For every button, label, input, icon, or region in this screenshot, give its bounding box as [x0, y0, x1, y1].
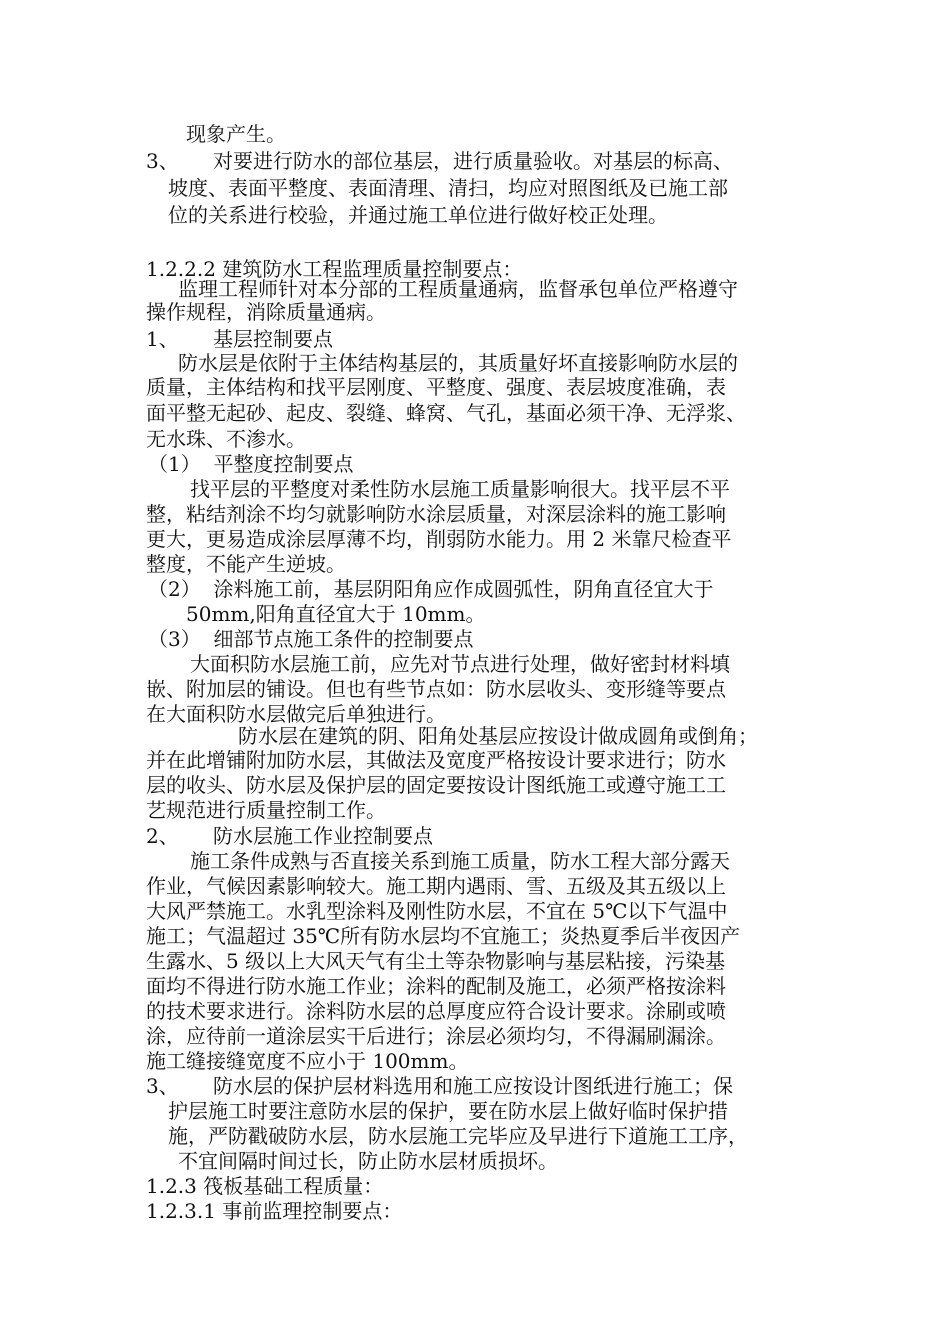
- para-2-line-5: 生露水、5 级以上大风天气有尘土等杂物影响与基层粘接，污染基: [146, 949, 726, 973]
- para-1-line-4: 无水珠、不渗水。: [146, 427, 306, 451]
- heading-2-title: 防水层施工作业控制要点: [213, 824, 433, 848]
- sub-2-line-2: 50mm,阳角直径宜大于 10mm。: [186, 602, 486, 626]
- section-heading-123: 1.2.3 筏板基础工程质量：: [146, 1174, 384, 1198]
- sub-1-line-2: 整，粘结剂涂不均匀就影响防水涂层质量，对深层涂料的施工影响: [146, 502, 726, 526]
- sub-3-line-3: 在大面积防水层做完后单独进行。: [146, 702, 446, 726]
- item-3-line-3: 位的关系进行校验，并通过施工单位进行做好校正处理。: [168, 203, 668, 227]
- sub-3b-line-1: 防水层在建筑的阴、阳角处基层应按设计做成圆角或倒角；: [238, 724, 758, 748]
- item-3-line-2: 坡度、表面平整度、表面清理、清扫，均应对照图纸及已施工部: [168, 176, 728, 200]
- section-heading-1231: 1.2.3.1 事前监理控制要点：: [146, 1199, 403, 1223]
- heading-3-line-4: 不宜间隔时间过长，防止防水层材质损坏。: [178, 1149, 558, 1173]
- para-1-line-3: 面平整无起砂、起皮、裂缝、蜂窝、气孔，基面必须干净、无浮浆、: [146, 401, 746, 425]
- para-2-line-2: 作业，气候因素影响较大。施工期内遇雨、雪、五级及其五级以上: [146, 874, 726, 898]
- para-2-line-9: 施工缝接缝宽度不应小于 100mm。: [146, 1049, 469, 1073]
- sub-3-line-2: 嵌、附加层的铺设。但也有些节点如：防水层收头、变形缝等要点: [146, 677, 726, 701]
- para-2-line-7: 的技术要求进行。涂料防水层的总厚度应符合设计要求。涂刷或喷: [146, 999, 726, 1023]
- intro-line-2: 操作规程，消除质量通病。: [146, 300, 386, 324]
- sub-1-line-3: 更大，更易造成涂层厚薄不均，削弱防水能力。用 2 米靠尺检查平: [146, 527, 732, 551]
- sub-2-line-1: （2） 涂料施工前，基层阴阳角应作成圆弧性，阴角直径宜大于: [148, 577, 714, 601]
- sub-3b-line-3: 层的收头、防水层及保护层的固定要按设计图纸施工或遵守施工工: [146, 773, 726, 797]
- sub-1-line-1: 找平层的平整度对柔性防水层施工质量影响很大。找平层不平: [190, 477, 730, 501]
- section-heading-1222: 1.2.2.2 建筑防水工程监理质量控制要点：: [146, 257, 523, 281]
- para-2-line-8: 涂，应待前一道涂层实干后进行；涂层必须均匀，不得漏刷漏涂。: [146, 1024, 726, 1048]
- intro-line-1: 监理工程师针对本分部的工程质量通病，监督承包单位严格遵守: [178, 277, 738, 301]
- sub-1-line-4: 整度，不能产生逆坡。: [146, 552, 346, 576]
- heading-2-number: 2、: [146, 824, 179, 848]
- heading-1-title: 基层控制要点: [213, 327, 333, 351]
- sub-3-title: （3） 细部节点施工条件的控制要点: [148, 627, 474, 651]
- para-2-line-4: 施工；气温超过 35℃所有防水层均不宜施工；炎热夏季后半夜因产: [146, 924, 741, 948]
- heading-3-line-3: 施，严防戳破防水层，防水层施工完毕应及早进行下道施工工序，: [168, 1124, 748, 1148]
- para-1-line-2: 质量，主体结构和找平层刚度、平整度、强度、表层坡度准确，表: [146, 375, 726, 399]
- para-2-line-1: 施工条件成熟与否直接关系到施工质量，防水工程大部分露天: [190, 849, 730, 873]
- paragraph-continuation: 现象产生。: [186, 122, 286, 146]
- heading-1-number: 1、: [146, 327, 179, 351]
- para-2-line-3: 大风严禁施工。水乳型涂料及刚性防水层，不宜在 5℃以下气温中: [146, 899, 728, 923]
- item-3-line-1: 对要进行防水的部位基层，进行质量验收。对基层的标高、: [213, 149, 733, 173]
- sub-3b-line-2: 并在此增铺附加防水层，其做法及宽度严格按设计要求进行；防水: [146, 748, 726, 772]
- heading-3-line-2: 护层施工时要注意防水层的保护，要在防水层上做好临时保护措: [168, 1099, 728, 1123]
- sub-1-title: （1） 平整度控制要点: [148, 452, 354, 476]
- para-2-line-6: 面均不得进行防水施工作业；涂料的配制及施工，必须严格按涂料: [146, 974, 726, 998]
- sub-3-line-1: 大面积防水层施工前，应先对节点进行处理，做好密封材料填: [190, 652, 730, 676]
- sub-3b-line-4: 艺规范进行质量控制工作。: [146, 798, 386, 822]
- item-3-number: 3、: [146, 149, 179, 173]
- heading-3-number: 3、: [146, 1074, 179, 1098]
- heading-3-line-1: 防水层的保护层材料选用和施工应按设计图纸进行施工；保: [213, 1074, 733, 1098]
- para-1-line-1: 防水层是依附于主体结构基层的，其质量好坏直接影响防水层的: [178, 351, 738, 375]
